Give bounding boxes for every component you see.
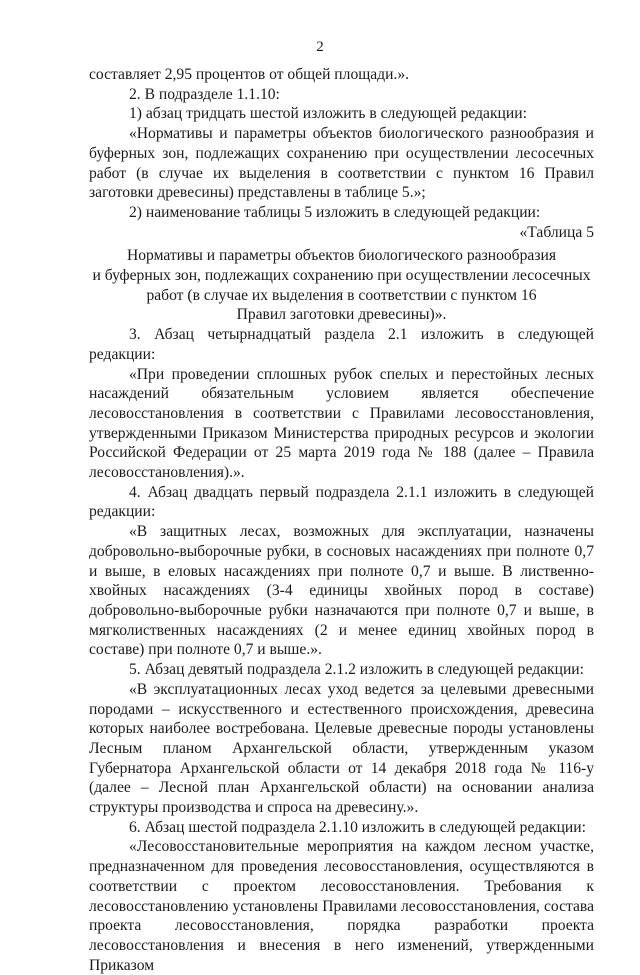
table-caption-line: работ (в случае их выделения в соответствии с пунктом 16 bbox=[146, 286, 537, 304]
table-label: «Таблица 5 bbox=[519, 223, 594, 241]
sub-item-2: 2) наименование таблицы 5 изложить в следующей редакции: bbox=[129, 203, 541, 221]
sub-item-1: 1) абзац тридцать шестой изложить в следующей редакции: bbox=[129, 105, 527, 123]
quoted-paragraph-reforestation: «При проведении сплошных рубок спелых и перестойных лесных насаждений обязательным условием является обеспечение лесовосстановления в соответствии с Правилами лесовосстановления, утвержденными Приказом Министерства природных ресурсов и экологии Российской Федерации от 25 марта 2019 года № 188 (далее – Правила лесовосстановления).». bbox=[89, 365, 594, 482]
paragraph-continuation: составляет 2,95 процентов от общей площади.». bbox=[89, 66, 410, 83]
table-caption-line: Правил заготовки древесины)». bbox=[236, 306, 447, 324]
amendment-item-4: 4. Абзац двадцать первый подраздела 2.1.1 изложить в следующей редакции: bbox=[89, 483, 594, 521]
amendment-item-3: 3. Абзац четырнадцатый раздела 2.1 изложить в следующей редакции: bbox=[89, 326, 594, 363]
quoted-paragraph-protective-forests: «В защитных лесах, возможных для эксплуатации, назначены добровольно-выборочные рубки, в сосновых насаждениях при полноте 0,7 и выше, в еловых насаждениях при полноте 0,7 и выше. В лиственно-хвойных насаждениях (3-4 единицы хвойных пород в составе) добровольно-выборочные рубки назначаются при полноте 0,7 и выше, в мягколиственных насаждениях (2 и менее единиц хвойных пород в составе) при полноте 0,7 и выше.». bbox=[89, 523, 594, 659]
table-caption bbox=[89, 246, 594, 325]
table-caption-line: Нормативы и параметры объектов биологического разнообразия bbox=[126, 247, 557, 265]
amendment-item-6: 6. Абзац шестой подраздела 2.1.10 изложить в следующей редакции: bbox=[129, 818, 586, 836]
page-number: 2 bbox=[316, 39, 324, 55]
quoted-paragraph-reforestation-measures: «Лесовосстановительные мероприятия на каждом лесном участке, предназначенном для проведения лесовосстановления, осуществляются в соответствии с проектом лесовосстановления. Требования к лесовосстановлению установлены Правилами лесовосстановления, состава проекта лесовосстановления, порядка разработки проекта лесовосстановления и внесения в него изменений, утвержденными Приказом bbox=[89, 838, 594, 974]
amendment-item-5: 5. Абзац девятый подраздела 2.1.2 изложить в следующей редакции: bbox=[129, 661, 584, 679]
table-caption-line: и буферных зон, подлежащих сохранению при осуществлении лесосечных bbox=[92, 267, 591, 285]
quoted-paragraph-norms: «Нормативы и параметры объектов биологического разнообразия и буферных зон, подлежащих сохранению при осуществлении лесосечных работ (в случае их выделения в соответствии с пунктом 16 Правил заготовки древесины) представлены в таблице 5.»; bbox=[89, 125, 594, 202]
document-body bbox=[89, 65, 594, 975]
amendment-item-2: 2. В подразделе 1.1.10: bbox=[129, 85, 280, 103]
quoted-paragraph-exploitation-forests: «В эксплуатационных лесах уход ведется за целевыми древесными породами – искусственного и естественного происхождения, древесина которых наиболее востребована. Целевые древесные породы установлены Лесным планом Архангельской области, утвержденным указом Губернатора Архангельской области от 14 декабря 2018 года № 116-у (далее – Лесной план Архангельской области) на основании анализа структуры производства и спроса на древесину.». bbox=[89, 680, 594, 817]
